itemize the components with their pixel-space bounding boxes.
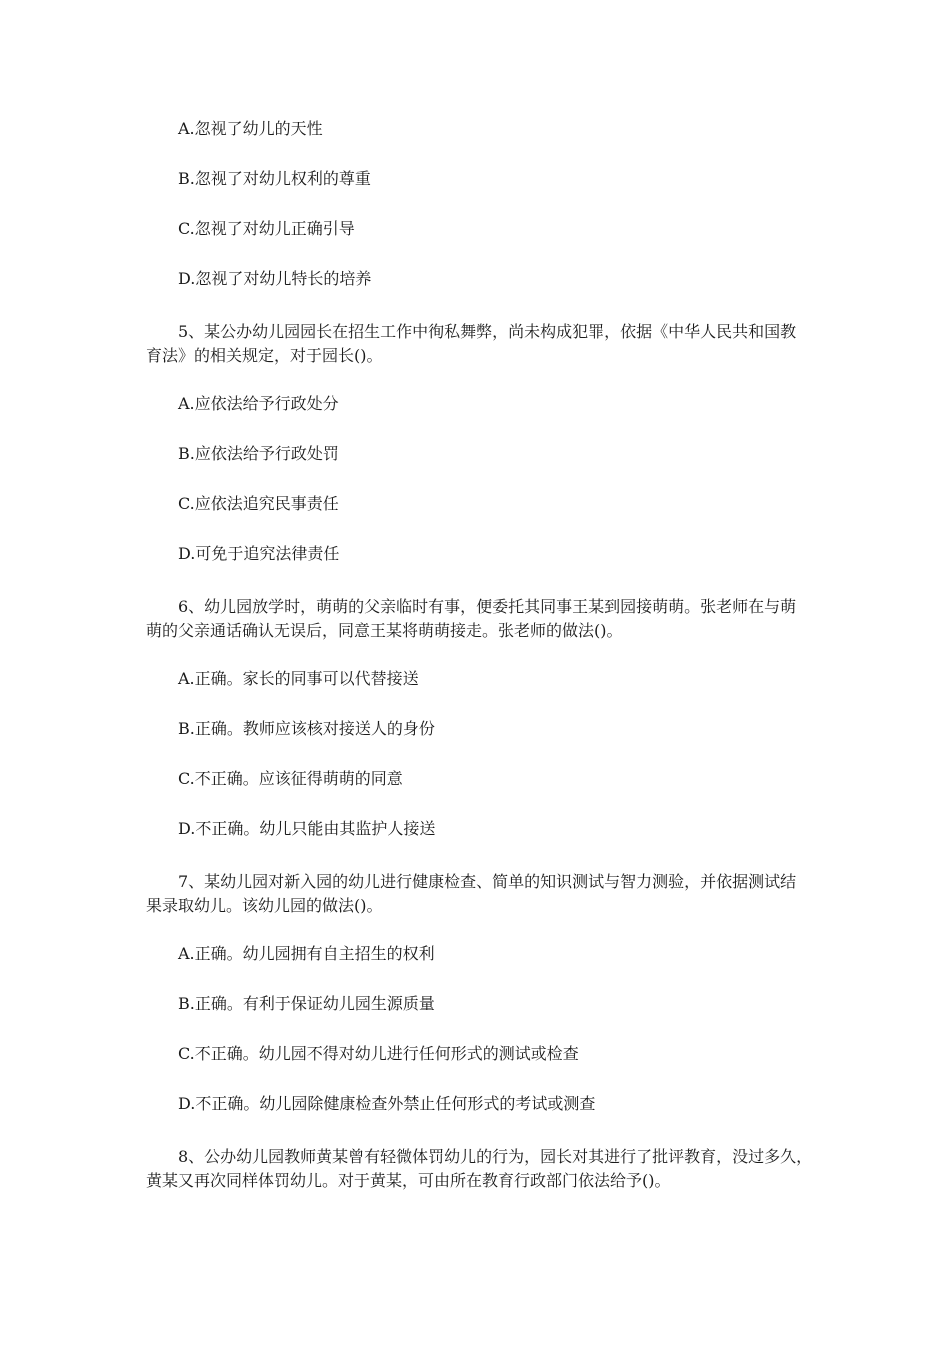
question-7-line-2: 果录取幼儿。该幼儿园的做法()。 bbox=[146, 896, 383, 915]
option-a-q5: A.应依法给予行政处分 bbox=[178, 394, 339, 413]
option-d-block1: D.忽视了对幼儿特长的培养 bbox=[178, 269, 372, 288]
option-d-q7: D.不正确。幼儿园除健康检查外禁止任何形式的考试或测查 bbox=[178, 1094, 596, 1113]
option-b-q6: B.正确。教师应该核对接送人的身份 bbox=[178, 719, 435, 738]
option-d-q5: D.可免于追究法律责任 bbox=[178, 544, 340, 563]
option-b-block1: B.忽视了对幼儿权利的尊重 bbox=[178, 169, 371, 188]
question-7-line-1: 7、某幼儿园对新入园的幼儿进行健康检查、简单的知识测试与智力测验，并依据测试结 bbox=[178, 872, 797, 891]
question-8-line-2: 黄某又再次同样体罚幼儿。对于黄某，可由所在教育行政部门依法给予()。 bbox=[146, 1171, 671, 1190]
option-b-q7: B.正确。有利于保证幼儿园生源质量 bbox=[178, 994, 435, 1013]
option-c-q7: C.不正确。幼儿园不得对幼儿进行任何形式的测试或检查 bbox=[178, 1044, 579, 1063]
option-c-q5: C.应依法追究民事责任 bbox=[178, 494, 339, 513]
question-5-line-2: 育法》的相关规定，对于园长()。 bbox=[146, 346, 383, 365]
option-c-block1: C.忽视了对幼儿正确引导 bbox=[178, 219, 355, 238]
question-6-line-2: 萌的父亲通话确认无误后，同意王某将萌萌接走。张老师的做法()。 bbox=[146, 621, 623, 640]
question-6-line-1: 6、幼儿园放学时，萌萌的父亲临时有事，便委托其同事王某到园接萌萌。张老师在与萌 bbox=[178, 597, 797, 616]
option-a-q6: A.正确。家长的同事可以代替接送 bbox=[178, 669, 419, 688]
option-c-q6: C.不正确。应该征得萌萌的同意 bbox=[178, 769, 403, 788]
question-8-line-1: 8、公办幼儿园教师黄某曾有轻微体罚幼儿的行为，园长对其进行了批评教育，没过多久， bbox=[178, 1147, 813, 1166]
option-a-block1: A.忽视了幼儿的天性 bbox=[178, 119, 323, 138]
option-b-q5: B.应依法给予行政处罚 bbox=[178, 444, 339, 463]
question-5-line-1: 5、某公办幼儿园园长在招生工作中徇私舞弊，尚未构成犯罪，依据《中华人民共和国教 bbox=[178, 322, 797, 341]
option-d-q6: D.不正确。幼儿只能由其监护人接送 bbox=[178, 819, 436, 838]
option-a-q7: A.正确。幼儿园拥有自主招生的权利 bbox=[178, 944, 435, 963]
